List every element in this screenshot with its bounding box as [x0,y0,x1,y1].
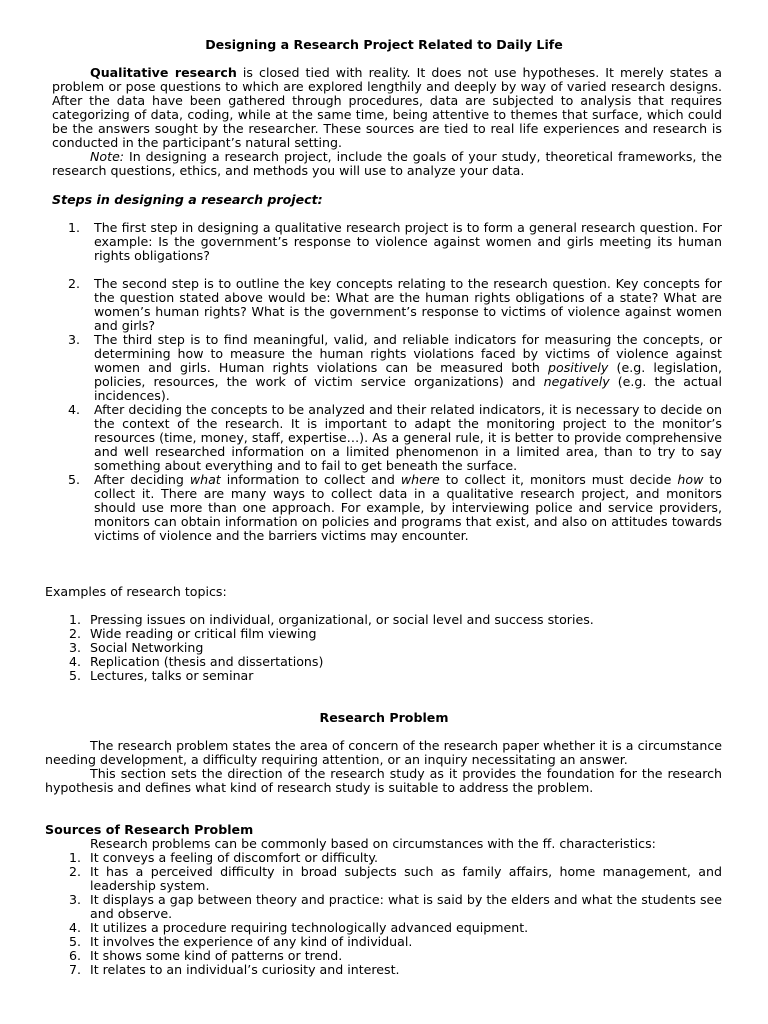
source-text: It conveys a feeling of discomfort or difficulty. [90,850,379,865]
step-text-italic: how [677,472,704,487]
problem-paragraph-2: This section sets the direction of the research study as it provides the foundation for the research hypothesis and defines what kind of research study is suitable to address the problem. [45,766,722,795]
sources-intro: Research problems can be commonly based on circumstances with the ff. characteristics: [90,836,656,851]
example-item [45,669,725,683]
example-text: Wide reading or critical film viewing [90,626,317,641]
example-item [45,627,725,641]
step-text: to collect it. There are many ways to collect data in a qualitative research project, and monitors should use more than one approach. For example, by interviewing police and service providers, monitors can obtain information on policies and programs that exist, and also on attitudes towards victims of violence and the barriers victims may encounter. [94,472,722,543]
example-number: 2. [68,626,81,641]
step-number: 5. [67,472,80,487]
source-item [45,893,722,921]
source-number: 3. [68,892,81,907]
step-item-2 [52,277,722,333]
example-item [45,613,725,627]
research-problem-title: Research Problem [319,710,449,725]
example-item [45,655,725,669]
problem-paragraphs [45,739,722,795]
example-item [45,641,725,655]
step-text: After deciding the concepts to be analyzed and their related indicators, it is necessary to decide on the context of the research. It is important to adapt the monitoring project to the monitor’s resources (time, money, staff, expertise…). As a general rule, it is better to provide comprehensive and well researched information on a limited phenomenon in a limited area, than to try to say something about everything and to fail to get beneath the surface. [94,402,722,473]
source-item [45,851,722,865]
source-number: 2. [68,864,81,879]
example-text: Pressing issues on individual, organizational, or social level and success stories. [90,612,594,627]
intro-paragraph [52,66,722,178]
source-item [45,865,722,893]
source-text: It utilizes a procedure requiring technologically advanced equipment. [90,920,529,935]
example-number: 1. [68,612,81,627]
source-text: It involves the experience of any kind of individual. [90,934,413,949]
steps-heading: Steps in designing a research project: [52,192,323,207]
step-text: to collect it, monitors must decide [439,472,678,487]
source-number: 1. [68,850,81,865]
step-text: information to collect and [220,472,401,487]
source-text: It relates to an individual’s curiosity and interest. [90,962,400,977]
step-text-italic: where [400,472,440,487]
step-number: 2. [67,276,80,291]
sources-heading: Sources of Research Problem [45,822,254,837]
examples-heading: Examples of research topics: [45,584,227,599]
intro-lead: Qualitative research [90,65,237,80]
source-number: 7. [68,962,81,977]
step-text: (e.g. legislation, policies, resources, the work of victim service organizations) and [94,360,722,389]
step-item-5 [52,473,722,543]
note-label: Note: [90,149,125,164]
step-number: 3. [67,332,80,347]
source-number: 4. [68,920,81,935]
step-text: The first step in designing a qualitative research project is to form a general research question. For example: Is the government’s response to violence against women and girls meeting its human rights obligations? [94,220,722,263]
step-number: 1. [67,220,80,235]
source-text: It displays a gap between theory and practice: what is said by the elders and what the students see and observe. [90,892,722,921]
example-number: 4. [68,654,81,669]
step-number: 4. [67,402,80,417]
source-text: It shows some kind of patterns or trend. [90,948,343,963]
source-item [45,963,722,977]
source-number: 6. [68,948,81,963]
sources-list [45,851,722,977]
step-item-4 [52,403,722,473]
step-text: The third step is to find meaningful, valid, and reliable indicators for measuring the concepts, or determining how to measure the human rights violations faced by victims of violence against women and girls. Human rights violations can be measured both [94,332,722,375]
intro-text: is closed tied with reality. It does not use hypotheses. It merely states a problem or pose questions to which are explored lengthily and deeply by way of varied research designs. After the data have been gathered through procedures, data are subjected to analysis that requires categorizing of data, coding, while at the same time, being attentive to themes that surface, which could be the answers sought by the researcher. These sources are tied to real life experiences and research is conducted in the participant’s natural setting. [52,65,722,150]
step-text-italic: negatively [543,374,610,389]
example-number: 3. [68,640,81,655]
step-text: The second step is to outline the key concepts relating to the research question. Key concepts for the question stated above would be: What are the human rights obligations of a state? What are women’s human rights? What is the government’s response to victims of violence against women and girls? [94,276,722,333]
step-item-1 [52,221,722,263]
step-text: After deciding [94,472,190,487]
examples-list [45,613,725,683]
source-item [45,949,722,963]
step-text-italic: positively [548,360,609,375]
note-text: In designing a research project, include the goals of your study, theoretical frameworks, the research questions, ethics, and methods you will use to analyze your data. [52,149,722,178]
problem-paragraph-1: The research problem states the area of concern of the research paper whether it is a circumstance needing development, a difficulty requiring attention, or an inquiry necessitating an answer. [45,738,722,767]
example-text: Replication (thesis and dissertations) [90,654,324,669]
example-text: Social Networking [90,640,204,655]
source-text: It has a perceived difficulty in broad subjects such as family affairs, home management, and leadership system. [90,864,722,893]
example-text: Lectures, talks or seminar [90,668,254,683]
step-item-3 [52,333,722,403]
example-number: 5. [68,668,81,683]
source-number: 5. [68,934,81,949]
step-text-italic: what [189,472,221,487]
source-item [45,935,722,949]
steps-list [52,221,722,543]
source-item [45,921,722,935]
step-text: (e.g. the actual incidences). [94,374,722,403]
document-title: Designing a Research Project Related to Daily Life [205,37,563,52]
